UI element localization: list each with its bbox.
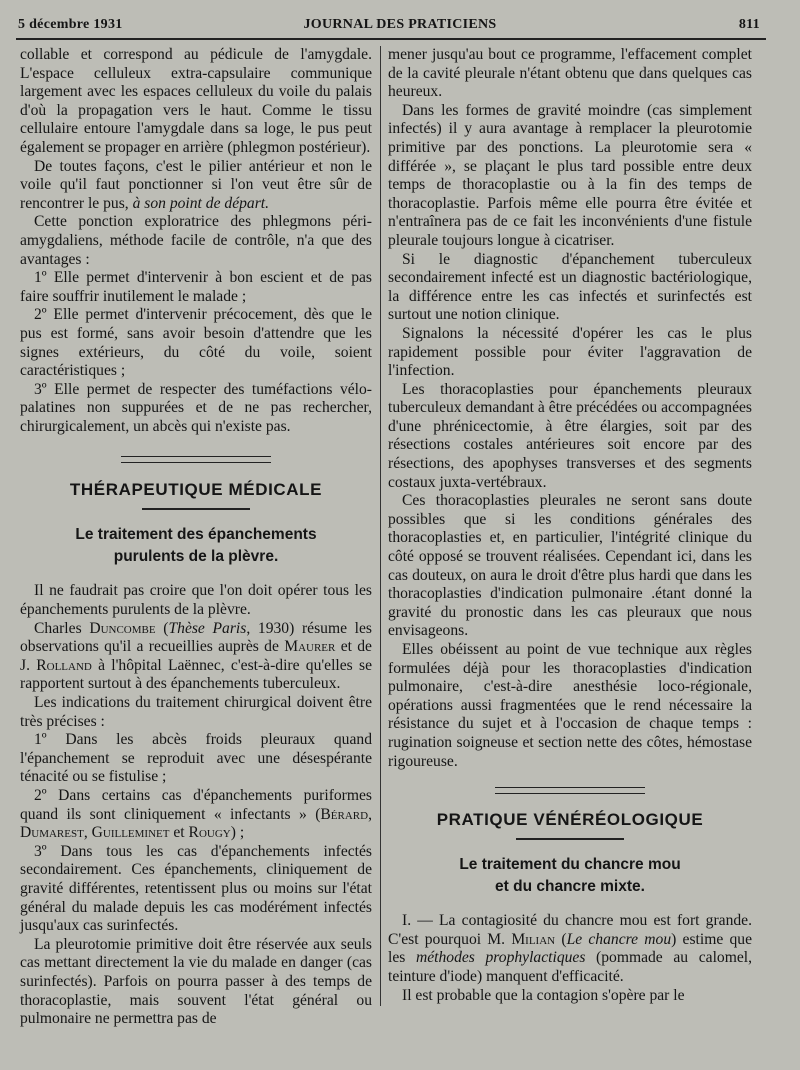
header-page-number: 811	[738, 17, 760, 32]
paragraph: Si le diagnostic d'épanchement tuberculeux secondairement infecté est un diagnostic bactériologique, la différence entre les cas infectés et surinfectés est surtout une notion clinique.	[388, 250, 752, 324]
article-title-line: et du chancre mixte.	[495, 878, 645, 896]
text-run: à l'hôpital Laënnec, c'est-à-dire qu'elles se rapportent surtout à des épanchements tuberculeux.	[20, 656, 372, 693]
text-run: ) ;	[230, 824, 245, 842]
emphasis: Thèse Paris	[168, 619, 247, 637]
article-title	[20, 524, 372, 568]
paragraph	[20, 620, 372, 694]
column-divider	[380, 46, 381, 1006]
text-run: , 1930) résume les observations qu'il a recueillies auprès de	[20, 619, 372, 656]
section-title: PRATIQUE VÉNÉRÉOLOGIQUE	[436, 810, 704, 830]
left-column	[20, 46, 372, 1029]
text-run: ,	[368, 805, 372, 823]
paragraph: Signalons la nécessité d'opérer les cas le plus rapidement possible pour éviter l'aggravation de l'infection.	[388, 324, 752, 380]
text-run: et de J.	[20, 638, 372, 674]
text-run: Charles	[34, 619, 90, 637]
paragraph	[388, 912, 752, 986]
article-title-line: Le traitement des épanchements	[75, 526, 317, 544]
paragraph: mener jusqu'au bout ce programme, l'effacement complet de la cavité pleurale n'étant obtenu que dans quelques cas heureux.	[388, 46, 752, 101]
text-run: (	[555, 930, 567, 948]
author-name: Milian	[511, 930, 556, 948]
paragraph: 3º Elle permet de respecter des tuméfactions vélo-palatines non suppurées et de ne pas rechercher, chirurgicalement, un abcès qui n'existe pas.	[20, 380, 372, 435]
paragraph: 1º Elle permet d'intervenir à bon escient et de pas faire souffrir inutilement le malade ;	[20, 269, 372, 305]
emphasis: Le chancre mou	[566, 930, 672, 948]
header-date: 5 décembre 1931	[18, 17, 123, 32]
paragraph: Dans les formes de gravité moindre (cas simplement infectés) il y aura avantage à remplacer la pleurotomie primitive par des ponctions. La pleurotomie sera « différée », se plaçant le plus tard possible entre deux temps de thoracoplastie ou à la fin des temps de thoracoplastie. Parfois même elle pourra être évitée et n'entraînera pas de ce fait les inconvénients d'une fistule pleurale toujours longue à cicatriser.	[388, 101, 752, 249]
paragraph	[20, 158, 372, 214]
text-run: (pommade au calomel, teinture d'iode) manquent d'efficacité.	[388, 949, 752, 985]
author-name: Rolland	[36, 656, 92, 674]
paragraph: Les indications du traitement chirurgical doivent être très précises :	[20, 694, 372, 730]
author-name: Bérard	[320, 805, 369, 823]
emphasis: méthodes prophylactiques	[415, 949, 586, 967]
right-column	[388, 46, 752, 1005]
section-double-rule	[121, 456, 271, 463]
text-run: I. — La contagiosité du chancre mou est fort grande. C'est pourquoi M.	[388, 912, 752, 948]
paragraph	[20, 787, 372, 843]
text-run: ,	[83, 824, 92, 842]
paragraph: collable et correspond au pédicule de l'amygdale. L'espace celluleux extra-capsulaire communique largement avec les espaces celluleux du voile du palais d'où la propagation vers le haut. Comme le tissu cellulaire entoure l'amygdale dans sa loge, le pus peut également se propager en arrière (phlegmon postérieur).	[20, 46, 372, 156]
page-header	[0, 0, 800, 40]
text-run: 2º Dans certains cas d'épanchements puriformes quand ils sont cliniquement « infectants » (	[20, 787, 372, 823]
author-name: Guilleminet	[91, 824, 170, 842]
paragraph: 2º Elle permet d'intervenir précocement, dès que le pus est formé, sans avoir besoin d'attendre que les signes extérieurs, du côté du voile, soient caractéristiques ;	[20, 306, 372, 380]
header-journal-title: JOURNAL DES PRATICIENS	[303, 17, 497, 32]
text-run: ) estime que les	[388, 930, 753, 967]
author-name: Maurer	[284, 638, 336, 656]
article-title	[388, 854, 752, 898]
paragraph: Cette ponction exploratrice des phlegmons péri-amygdaliens, méthode facile de contrôle, n'a que des avantages :	[20, 213, 372, 268]
article-title-line: Le traitement du chancre mou	[459, 856, 681, 874]
author-name: Duncombe	[89, 619, 156, 637]
header-rule	[16, 38, 766, 40]
paragraph: La pleurotomie primitive doit être réservée aux seuls cas mettant directement la vie du malade en danger (cas surinfectés). Parfois on pourra passer à des temps de thoracoplastie, mais souvent l'état général ou pulmonaire ne permettra pas de	[20, 935, 372, 1028]
paragraph: Les thoracoplasties pour épanchements pleuraux tuberculeux demandant à être précédées ou accompagnées d'une phrénicectomie, à être élargies, soit par des résections costales antérieures soit encore par des résections, des apophyses transverses et des segments costaux juxta-vertébraux.	[388, 380, 752, 491]
text-run: (	[155, 619, 169, 637]
author-name: Rougy	[188, 824, 231, 842]
section-title: THÉRAPEUTIQUE MÉDICALE	[69, 480, 323, 500]
section-double-rule	[495, 787, 645, 794]
paragraph: Il est probable que la contagion s'opère par le	[402, 986, 685, 1004]
paragraph: Elles obéissent au point de vue technique aux règles formulées déjà pour les thoracoplasties d'indication pulmonaire, c'est-à-dire anesthésie loco-régionale, opérations aussi fragmentées que le rend nécessaire la résistance du sujet et à l'occasion de chaque temps : rugination soigneuse et section nette des côtes, hémostase rigoureuse.	[388, 641, 752, 770]
text-run: De toutes façons, c'est le pilier antérieur et non le voile qu'il faut ponctionner si l'on veut être sûr de rencontrer le pus,	[20, 157, 372, 212]
paragraph: 1º Dans les abcès froids pleuraux quand l'épanchement se reproduit avec une désespérante ténacité ou se fistulise ;	[20, 731, 372, 786]
paragraph: Ces thoracoplasties pleurales ne seront sans doute possibles que si les conditions générales des thoracoplasties et, en particulier, l'intégrité clinique du côté opposé se trouvent réalisées. Cependant ici, dans les cas douteux, on aura le droit d'être plus hardi que dans les thoracoplasties d'indication pulmonaire .étant donné la gravité du pronostic dans les cas pleuraux que nous envisageons.	[388, 492, 752, 640]
text-run: et	[169, 824, 189, 842]
author-name: Dumarest	[20, 824, 84, 842]
paragraph: Il ne faudrait pas croire que l'on doit opérer tous les épanchements purulents de la plèvre.	[20, 582, 372, 619]
article-title-line: purulents de la plèvre.	[113, 548, 279, 566]
paragraph: 3º Dans tous les cas d'épanchements infectés secondairement. Ces épanchements, cliniquement de gravité différentes, retentissent plus ou moins sur l'état général du malade depuis les cas modérément infectés jusqu'aux cas surinfectés.	[20, 842, 372, 935]
emphasis: à son point de départ.	[132, 194, 270, 212]
